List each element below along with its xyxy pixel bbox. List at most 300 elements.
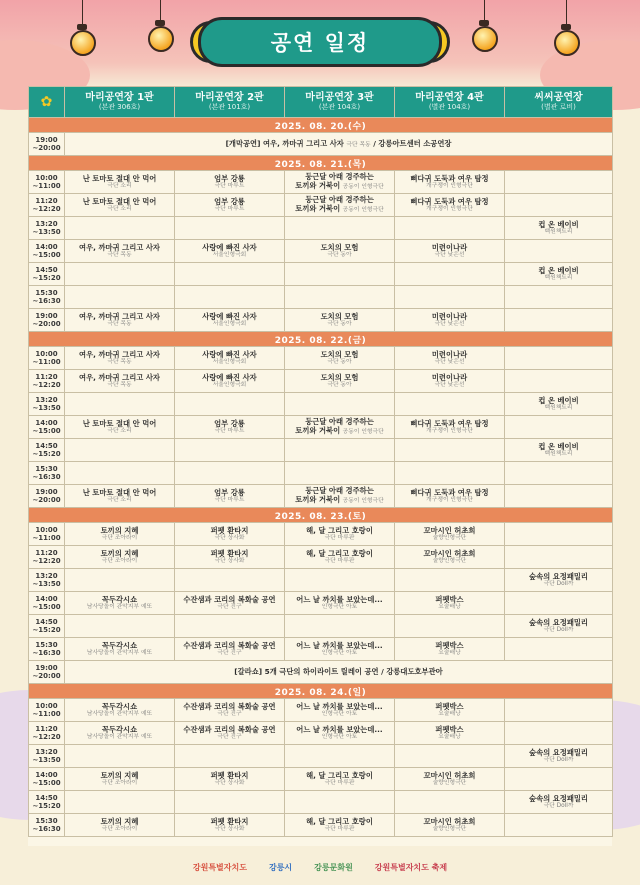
performance-group: 극단 마루트	[214, 497, 245, 503]
performance-title: 엄부 강룡	[214, 197, 245, 206]
venue-sub: (별관 104호)	[428, 103, 471, 111]
performance-group: 백원책트리	[544, 275, 573, 281]
performance-cell	[175, 485, 285, 508]
time-start: 13:20	[35, 220, 58, 228]
performance-group: 극단 Doll까	[543, 627, 574, 633]
performance-cell	[65, 546, 175, 569]
performance-group: 극단 낮은선	[434, 382, 465, 388]
schedule-row	[29, 523, 613, 546]
time-end: ~13:50	[32, 580, 61, 588]
time-end: ~20:00	[32, 496, 61, 504]
time-cell	[29, 661, 65, 684]
performance-title: 토끼의 지혜	[100, 817, 139, 826]
performance-title: 미련이나라	[431, 350, 468, 359]
time-start: 14:50	[35, 794, 58, 802]
empty-cell	[395, 439, 505, 462]
sponsor-logo: 강원특별자치도	[192, 863, 247, 872]
performance-title: 사랑에 빠진 사자	[202, 243, 257, 252]
time-cell	[29, 523, 65, 546]
performance-cell	[65, 194, 175, 217]
time-end: ~20:00	[32, 672, 61, 680]
time-start: 15:30	[35, 817, 58, 825]
venue-sub: (본관 101호)	[208, 103, 251, 111]
performance-cell	[65, 240, 175, 263]
empty-cell	[505, 370, 613, 393]
venue-header	[175, 87, 285, 118]
empty-cell	[65, 439, 175, 462]
time-end: ~15:20	[32, 450, 61, 458]
time-start: 15:30	[35, 641, 58, 649]
time-end: ~12:20	[32, 733, 61, 741]
performance-cell	[395, 722, 505, 745]
performance-cell	[175, 347, 285, 370]
venue-name: 마리공연장 3관	[305, 92, 374, 103]
schedule-row	[29, 309, 613, 332]
performance-title: 미련이나라	[431, 373, 468, 382]
performance-group: 극단 상사화	[214, 558, 245, 564]
time-end: ~12:20	[32, 557, 61, 565]
schedule-row	[29, 240, 613, 263]
performance-cell	[285, 370, 395, 393]
time-start: 10:00	[35, 174, 58, 182]
time-end: ~13:50	[32, 228, 61, 236]
empty-cell	[395, 263, 505, 286]
time-end: ~13:50	[32, 404, 61, 412]
empty-cell	[175, 393, 285, 416]
performance-cell	[175, 699, 285, 722]
time-cell	[29, 462, 65, 485]
time-cell	[29, 546, 65, 569]
performance-group: 극단 진구	[217, 604, 242, 610]
performance-title: 토끼의 지혜	[100, 771, 139, 780]
empty-cell	[65, 745, 175, 768]
performance-title: 난 토마토 절대 안 먹어	[82, 174, 157, 183]
empty-cell	[65, 615, 175, 638]
empty-cell	[505, 194, 613, 217]
time-cell	[29, 745, 65, 768]
performance-title: 여우, 까마귀 그리고 사자	[79, 373, 160, 382]
special-event-group: 극단 목동	[346, 142, 371, 148]
performance-group: 극단 진구	[217, 650, 242, 656]
performance-title-cont: 토끼와 거북이	[295, 181, 341, 190]
performance-cell	[395, 194, 505, 217]
performance-title: 미련이나라	[431, 243, 468, 252]
performance-title: 여우, 까마귀 그리고 사자	[79, 243, 160, 252]
empty-cell	[395, 745, 505, 768]
schedule-row	[29, 370, 613, 393]
performance-group: 극단 목동	[107, 321, 132, 327]
performance-title: 삐다귀 도둑과 여우 탐정	[410, 174, 489, 183]
special-event-venue: / 강릉대도호부관아	[381, 667, 443, 676]
title-banner	[190, 17, 450, 67]
lamp-string	[566, 0, 567, 26]
empty-cell	[65, 217, 175, 240]
lamp-icon	[148, 26, 174, 52]
date-band-row	[29, 156, 613, 171]
performance-cell	[65, 592, 175, 615]
flower-icon: ✿	[29, 87, 65, 118]
time-end: ~15:00	[32, 427, 61, 435]
performance-group: 백원책트리	[544, 405, 573, 411]
schedule-row	[29, 416, 613, 439]
time-end: ~13:50	[32, 756, 61, 764]
performance-cell	[285, 592, 395, 615]
performance-title: 숲속의 요정패밀리	[529, 794, 588, 803]
performance-title: 퍼펫박스	[435, 725, 464, 734]
performance-title: 퍼펫 환타지	[210, 771, 249, 780]
performance-cell	[65, 309, 175, 332]
performance-cell	[285, 416, 395, 439]
performance-title: 해, 달 그리고 호랑이	[306, 526, 373, 535]
performance-cell	[175, 546, 285, 569]
time-start: 14:00	[35, 243, 58, 251]
performance-group: 남사당놀이 관악지부 예또	[86, 711, 153, 717]
time-cell	[29, 309, 65, 332]
time-start: 14:00	[35, 595, 58, 603]
performance-group: 술향인형극단	[432, 780, 467, 786]
schedule-table	[28, 86, 613, 837]
performance-title: 수잔샘과 코리의 복화술 공연	[183, 641, 276, 650]
performance-title: 컵 온 베이비	[538, 220, 579, 229]
performance-title-cont: 토끼와 거북이	[295, 426, 341, 435]
empty-cell	[395, 462, 505, 485]
venue-name: 마리공연장 1관	[85, 92, 154, 103]
performance-group: 극단 조아라이	[101, 535, 138, 541]
performance-title: 여우, 까마귀 그리고 사자	[79, 350, 160, 359]
time-cell	[29, 814, 65, 837]
schedule-row	[29, 393, 613, 416]
performance-title: 퍼펫박스	[435, 702, 464, 711]
time-end: ~15:00	[32, 779, 61, 787]
lamp-icon	[70, 30, 96, 56]
empty-cell	[285, 462, 395, 485]
performance-group: 서울인형극회	[212, 321, 247, 327]
performance-title-line2	[285, 426, 394, 437]
performance-group: 극단 목동	[107, 359, 132, 365]
empty-cell	[65, 462, 175, 485]
empty-cell	[395, 286, 505, 309]
performance-title: 난 토마토 절대 안 먹어	[82, 488, 157, 497]
empty-cell	[175, 791, 285, 814]
performance-cell	[505, 569, 613, 592]
performance-title: 어느 날 까치를 보았는데...	[296, 641, 383, 650]
time-start: 14:50	[35, 618, 58, 626]
performance-cell	[505, 217, 613, 240]
time-cell	[29, 439, 65, 462]
performance-title: 엄부 강룡	[214, 419, 245, 428]
time-start: 14:50	[35, 442, 58, 450]
performance-title: 사랑에 빠진 사자	[202, 350, 257, 359]
time-cell	[29, 217, 65, 240]
performance-title: 숲속의 요정패밀리	[529, 572, 588, 581]
time-cell	[29, 133, 65, 156]
empty-cell	[175, 286, 285, 309]
empty-cell	[175, 745, 285, 768]
performance-cell	[65, 814, 175, 837]
performance-cell	[175, 814, 285, 837]
schedule-row	[29, 217, 613, 240]
performance-cell	[285, 347, 395, 370]
performance-cell	[175, 370, 285, 393]
performance-title: 도치의 모험	[320, 350, 359, 359]
performance-cell	[65, 370, 175, 393]
performance-cell	[395, 240, 505, 263]
performance-title: 수잔샘과 코리의 복화술 공연	[183, 725, 276, 734]
time-cell	[29, 347, 65, 370]
time-cell	[29, 615, 65, 638]
performance-title: 꼬마시인 허초희	[423, 526, 476, 535]
performance-title: 삐다귀 도둑과 여우 탐정	[410, 488, 489, 497]
performance-cell	[175, 768, 285, 791]
time-end: ~16:30	[32, 649, 61, 657]
schedule-row	[29, 722, 613, 745]
empty-cell	[175, 217, 285, 240]
time-end: ~15:20	[32, 626, 61, 634]
empty-cell	[505, 722, 613, 745]
empty-cell	[285, 217, 395, 240]
sponsor-logo: 강원특별자치도 축제	[374, 863, 448, 872]
performance-title: 해, 달 그리고 호랑이	[306, 771, 373, 780]
empty-cell	[505, 171, 613, 194]
schedule-row	[29, 615, 613, 638]
time-end: ~12:20	[32, 381, 61, 389]
performance-title: 사랑에 빠진 사자	[202, 373, 257, 382]
time-cell	[29, 569, 65, 592]
performance-group: 남사당놀이 관악지부 예또	[86, 650, 153, 656]
empty-cell	[505, 240, 613, 263]
time-end: ~11:00	[32, 710, 61, 718]
performance-cell	[395, 309, 505, 332]
performance-group: 요술배낭	[438, 734, 461, 740]
performance-group: 극단 동아	[327, 359, 352, 365]
date-band-row	[29, 684, 613, 699]
lamp-icon	[472, 26, 498, 52]
time-start: 10:00	[35, 702, 58, 710]
time-cell	[29, 370, 65, 393]
lamp-string	[82, 0, 83, 26]
performance-title: 어느 날 까치를 보았는데...	[296, 725, 383, 734]
performance-title: 해, 달 그리고 호랑이	[306, 817, 373, 826]
time-start: 13:20	[35, 748, 58, 756]
performance-cell	[285, 546, 395, 569]
performance-title: 여우, 까마귀 그리고 사자	[79, 312, 160, 321]
performance-group: 공동이 인형극단	[342, 429, 384, 435]
performance-title: 삐다귀 도둑과 여우 탐정	[410, 197, 489, 206]
page-title: 공연 일정	[270, 31, 370, 55]
venue-sub: (별관 로비)	[541, 103, 576, 111]
time-cell	[29, 638, 65, 661]
schedule-row	[29, 485, 613, 508]
schedule-frame	[28, 86, 612, 846]
time-end: ~15:20	[32, 274, 61, 282]
performance-cell	[505, 393, 613, 416]
time-start: 11:20	[35, 725, 58, 733]
empty-cell	[505, 699, 613, 722]
performance-group: 인형극단 아토	[321, 650, 358, 656]
performance-group: 술향인형극단	[432, 535, 467, 541]
performance-title: 수잔샘과 코리의 복화술 공연	[183, 595, 276, 604]
performance-group: 술향인형극단	[432, 558, 467, 564]
time-end: ~20:00	[32, 144, 61, 152]
schedule-row	[29, 661, 613, 684]
performance-cell	[395, 523, 505, 546]
time-end: ~16:30	[32, 825, 61, 833]
performance-cell	[395, 546, 505, 569]
schedule-body	[29, 118, 613, 837]
lamp-string	[484, 0, 485, 22]
performance-cell	[505, 615, 613, 638]
performance-group: 극단 조아라이	[101, 780, 138, 786]
time-end: ~11:00	[32, 182, 61, 190]
performance-cell	[285, 722, 395, 745]
performance-group: 술향인형극단	[432, 826, 467, 832]
performance-title: 도치의 모험	[320, 243, 359, 252]
time-cell	[29, 416, 65, 439]
performance-title: 퍼펫 환타지	[210, 526, 249, 535]
venue-name: 마리공연장 4관	[415, 92, 484, 103]
time-cell	[29, 171, 65, 194]
performance-title: 퍼펫박스	[435, 641, 464, 650]
date-band: 2025. 08. 21.(목)	[29, 156, 613, 171]
title-pill	[198, 17, 442, 67]
empty-cell	[65, 286, 175, 309]
performance-title: 꼭두각시쇼	[101, 595, 138, 604]
performance-cell	[65, 722, 175, 745]
venue-sub: (본관 104호)	[318, 103, 361, 111]
time-end: ~15:00	[32, 603, 61, 611]
time-cell	[29, 194, 65, 217]
time-cell	[29, 485, 65, 508]
empty-cell	[395, 569, 505, 592]
time-end: ~12:20	[32, 205, 61, 213]
performance-cell	[65, 699, 175, 722]
time-cell	[29, 722, 65, 745]
performance-group: 요술배낭	[438, 650, 461, 656]
time-cell	[29, 263, 65, 286]
performance-title: 컵 온 베이비	[538, 442, 579, 451]
performance-title-cont: 토끼와 거북이	[295, 495, 341, 504]
performance-title: 둥근달 아래 경주하는	[305, 486, 374, 495]
special-event-cell	[65, 661, 613, 684]
performance-cell	[65, 523, 175, 546]
schedule-row	[29, 439, 613, 462]
performance-group: 극단 Doll까	[543, 581, 574, 587]
schedule-row	[29, 768, 613, 791]
performance-cell	[395, 416, 505, 439]
time-start: 11:20	[35, 197, 58, 205]
empty-cell	[505, 462, 613, 485]
performance-title: 도치의 모험	[320, 312, 359, 321]
schedule-row	[29, 791, 613, 814]
performance-group: 요술배낭	[438, 604, 461, 610]
time-cell	[29, 240, 65, 263]
empty-cell	[65, 263, 175, 286]
empty-cell	[65, 791, 175, 814]
performance-cell	[285, 240, 395, 263]
time-end: ~16:30	[32, 473, 61, 481]
time-start: 19:00	[35, 664, 58, 672]
performance-cell	[395, 768, 505, 791]
empty-cell	[175, 615, 285, 638]
performance-title: 숲속의 요정패밀리	[529, 748, 588, 757]
performance-group: 극단 마루트	[214, 428, 245, 434]
empty-cell	[505, 814, 613, 837]
venue-header	[285, 87, 395, 118]
performance-title-line2	[285, 204, 394, 215]
performance-title: 토끼의 지혜	[100, 526, 139, 535]
performance-group: 극단 낮은선	[434, 321, 465, 327]
performance-group: 요술배낭	[438, 711, 461, 717]
performance-title: 난 토마토 절대 안 먹어	[82, 197, 157, 206]
performance-cell	[505, 791, 613, 814]
empty-cell	[285, 439, 395, 462]
performance-cell	[395, 814, 505, 837]
performance-cell	[395, 485, 505, 508]
performance-group: 극단 상사화	[214, 535, 245, 541]
empty-cell	[505, 286, 613, 309]
performance-group: 극단 소리	[107, 206, 132, 212]
time-start: 15:30	[35, 289, 58, 297]
performance-title: 어느 날 까치를 보았는데...	[296, 595, 383, 604]
empty-cell	[505, 592, 613, 615]
performance-group: 극단 Doll까	[543, 757, 574, 763]
empty-cell	[285, 569, 395, 592]
time-start: 11:20	[35, 549, 58, 557]
empty-cell	[505, 347, 613, 370]
performance-cell	[505, 745, 613, 768]
performance-title: 토끼의 지혜	[100, 549, 139, 558]
empty-cell	[285, 745, 395, 768]
time-cell	[29, 393, 65, 416]
performance-cell	[175, 722, 285, 745]
schedule-row	[29, 286, 613, 309]
schedule-row	[29, 699, 613, 722]
performance-cell	[285, 523, 395, 546]
performance-cell	[65, 416, 175, 439]
performance-title: 꼬마시인 허초희	[423, 549, 476, 558]
empty-cell	[175, 462, 285, 485]
performance-group: 극단 낮은선	[434, 359, 465, 365]
performance-group: 극단 마루판	[324, 826, 355, 832]
empty-cell	[65, 569, 175, 592]
performance-group: 극단 조아라이	[101, 558, 138, 564]
performance-cell	[285, 485, 395, 508]
schedule-row	[29, 133, 613, 156]
performance-cell	[395, 347, 505, 370]
time-start: 10:00	[35, 526, 58, 534]
empty-cell	[505, 416, 613, 439]
performance-cell	[285, 171, 395, 194]
performance-cell	[175, 523, 285, 546]
performance-title-line2	[285, 495, 394, 506]
time-start: 14:50	[35, 266, 58, 274]
performance-cell	[285, 699, 395, 722]
performance-group: 극단 목동	[107, 382, 132, 388]
empty-cell	[505, 485, 613, 508]
performance-group: 극단 목동	[107, 252, 132, 258]
empty-cell	[285, 393, 395, 416]
date-band-row	[29, 332, 613, 347]
performance-cell	[505, 439, 613, 462]
date-band: 2025. 08. 23.(토)	[29, 508, 613, 523]
date-band-row	[29, 118, 613, 133]
venue-header	[505, 87, 613, 118]
performance-title: 퍼펫 환타지	[210, 817, 249, 826]
performance-group: 백원책트리	[544, 451, 573, 457]
performance-title: 꼬마시인 허초희	[423, 817, 476, 826]
performance-group: 극단 마루트	[214, 206, 245, 212]
sponsor-logo: 강릉시	[268, 863, 293, 872]
